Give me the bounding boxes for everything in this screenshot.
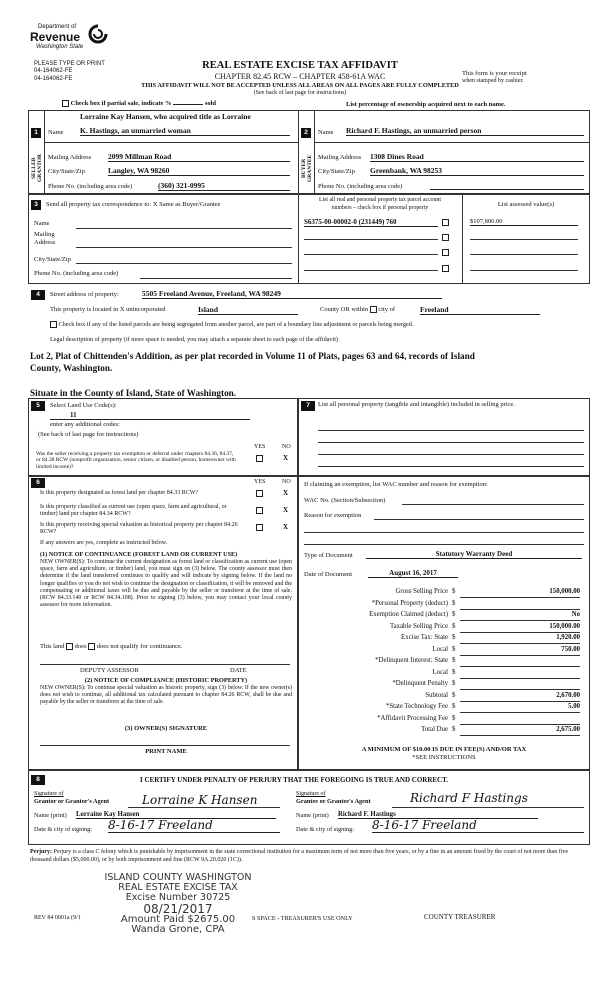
seller-name-line2: K. Hastings, an unmarried woman (80, 126, 290, 136)
fee-value: 2,670.00 (460, 692, 580, 702)
doc-date-label: Date of Document (304, 571, 353, 578)
fee-value: 5.00 (460, 703, 580, 713)
grantee-sig-of: Signature of (296, 791, 326, 797)
sec5-see-back: (See back of last page for instructions) (38, 431, 139, 438)
fee-currency: $ (452, 588, 456, 595)
fee-value (460, 657, 580, 667)
notice-continuance-title: (1) NOTICE OF CONTINUANCE (FOREST LAND OR CURRENT USE) (40, 551, 238, 558)
sec1-city-label: City/State/Zip (48, 168, 85, 175)
fee-value: 750.00 (460, 646, 580, 656)
county-name: Island (198, 305, 298, 315)
sec3-same-as-buyer: X Same as Buyer/Grantee (152, 201, 221, 208)
ownership-note: List percentage of ownership acquired next to each name. (346, 101, 506, 108)
sec2-phone-label: Phone No. (including area code) (318, 183, 403, 190)
see-instructions: *SEE INSTRUCTIONS (412, 754, 476, 761)
logo-state: Washington State (36, 44, 84, 50)
county-treasurer: COUNTY TREASURER (424, 913, 496, 921)
logo-mark-icon (88, 24, 108, 46)
parcel-personal-checkbox-4[interactable] (442, 265, 449, 272)
parcel-personal-checkbox-2[interactable] (442, 234, 449, 241)
grantor-agent-label: Grantor or Grantor's Agent (34, 798, 110, 805)
land-does-not-checkbox[interactable] (88, 643, 95, 650)
grantee-agent-label: Grantee or Grantee's Agent (296, 798, 371, 805)
fee-label: *Personal Property (deduct) (371, 599, 448, 607)
section-7-badge: 7 (301, 401, 315, 411)
sec1-phone-label: Phone No. (including area code) (48, 183, 133, 190)
fee-currency: $ (452, 657, 456, 664)
fee-currency: $ (452, 726, 456, 733)
forest-yes-checkbox[interactable] (256, 490, 263, 497)
fee-label: Local (432, 645, 448, 653)
stamp-signer: Wanda Grone, CPA (131, 924, 225, 935)
treasurer-space: S SPACE - TREASURER'S USE ONLY (252, 915, 353, 922)
street-label: Street address of property: (50, 291, 119, 298)
wac-number-label: WAC No. (Section/Subsection) (304, 497, 386, 504)
fee-row (300, 715, 588, 727)
sec2-city-label: City/State/Zip (318, 168, 355, 175)
logo-revenue: Revenue (30, 30, 81, 44)
notice-continuance-body: NEW OWNER(S): To continue the current designation as forest land or classification as current use (open space, farm and agriculture, or timber) land, you must sign on (3) below. The county assessor must then determine if the land transferred continues to qualify and will indicate by signing below. If the land no longer qualifies or you do not wish to continue the designation or classification, it will be removed and the compensating or additional taxes will be due and payable by the seller or transferor at the time of sale. (RCW 84.33.140 or RCW 84.34.108). Prior to signing (3) below, you may contact your local county assessor for more information. (40, 559, 292, 609)
notice-compliance-title: (2) NOTICE OF COMPLIANCE (HISTORIC PROPERTY) (84, 677, 248, 684)
parcel-number: S6375-00-00002-0 (231449) 760 (304, 218, 438, 227)
fee-value: 150,000.00 (460, 588, 580, 598)
land-does-checkbox[interactable] (66, 643, 73, 650)
fee-row (300, 646, 588, 658)
fee-label: Taxable Selling Price (389, 622, 448, 630)
legal-description-label: Legal description of property (if more space is needed, you may attach a separate sheet to each page of the affidavit) (50, 336, 338, 343)
grantor-date-label: Date & city of signing: (34, 826, 93, 833)
section-7-frame (298, 398, 590, 476)
section-8-badge: 8 (31, 775, 45, 785)
fee-row (300, 623, 588, 635)
sec5-yes: YES (254, 444, 266, 450)
legal-line-1: Lot 2, Plat of Chittenden's Addition, as per plat recorded in Volume 11 of Plats, pages 63 and 64, records of Island (30, 351, 475, 361)
doc-date: August 16, 2017 (368, 569, 458, 578)
doc-type: Statutory Warranty Deed (366, 550, 582, 559)
grantor-signature: Lorraine K Hansen (142, 793, 258, 807)
forest-land-question: Is this property designated as forest land per chapter 84.33 RCW? (40, 490, 199, 496)
segregated-row (50, 321, 570, 328)
section-5-badge: 5 (31, 401, 45, 411)
wac-label: If claiming an exemption, list WAC number and reason for exemption: (304, 481, 488, 488)
fee-row (300, 680, 588, 692)
reason-label: Reason for exemption (304, 512, 362, 519)
receipt-note-1: This form is your receipt (462, 70, 527, 77)
sec6-yes: YES (254, 479, 266, 485)
seller-phone: (360) 321-0995 (158, 181, 290, 191)
see-back-note: (See back of last page for instructions) (253, 90, 347, 96)
historic-yes-checkbox[interactable] (256, 524, 263, 531)
fee-label: Excise Tax: State (401, 634, 448, 641)
logo-dept: Department of (38, 24, 77, 30)
receipt-note-2: when stamped by cashier. (462, 78, 524, 84)
fee-currency: $ (452, 680, 456, 687)
stamp-amount: Amount Paid $2675.00 (120, 914, 236, 925)
partial-sale-label: Check box if partial sale, indicate % (70, 100, 172, 107)
grantor-name-print: Lorraine Kay Hansen (76, 811, 276, 819)
segregated-checkbox[interactable] (50, 321, 57, 328)
fee-currency: $ (452, 691, 456, 699)
sec3-send-label: Send all property tax correspondence to: (46, 201, 152, 208)
fee-currency: $ (452, 611, 456, 618)
land-use-code: 11 (50, 411, 250, 420)
doc-type-label: Type of Document (304, 552, 353, 559)
perjury-notice (30, 849, 590, 864)
sec5-no: NO (282, 444, 291, 450)
qualify-row: This land does does not qualify for continuance. (40, 643, 183, 650)
sec2-name-label: Name (318, 129, 334, 136)
deputy-assessor-label: DEPUTY ASSESSOR (80, 667, 139, 674)
fee-currency: $ (452, 645, 456, 653)
grantee-name-print-label: Name (print) (296, 812, 329, 819)
current-use-no-answer: X (283, 506, 289, 514)
parcel-header-1: List all real and personal property tax parcel account (318, 197, 441, 203)
current-use-yes-checkbox[interactable] (256, 507, 263, 514)
buyer-phone (430, 181, 584, 190)
fee-currency: $ (452, 622, 456, 630)
form-code-2: 04-164062-FE (34, 76, 73, 82)
rev-code: REV 84 0001a (9/1 (34, 915, 81, 921)
buyer-city: Greenbank, WA 98253 (370, 166, 584, 176)
fee-currency: $ (452, 714, 456, 722)
fee-row (300, 692, 588, 704)
parcel-personal-checkbox-3[interactable] (442, 249, 449, 256)
sec3-send-row (46, 201, 221, 208)
sold-label: sold (204, 100, 217, 107)
fee-label: Total Due (421, 726, 448, 733)
assessed-header: List assessed value(s) (497, 201, 555, 208)
buyer-name: Richard F. Hastings, an unmarried person (346, 126, 584, 136)
parcel-header-2: numbers – check box if personal property (331, 205, 429, 211)
owner-signature-label: (3) OWNER(S) SIGNATURE (124, 725, 208, 732)
city-name: Freeland (420, 305, 540, 315)
fee-row (300, 600, 588, 612)
certify-statement: I CERTIFY UNDER PENALTY OF PERJURY THAT THE FOREGOING IS TRUE AND CORRECT. (140, 776, 449, 784)
fee-value: 1,920.00 (460, 634, 580, 644)
fee-row (300, 634, 588, 646)
grantee-signature: Richard F Hastings (410, 791, 528, 805)
fee-currency: $ (452, 634, 456, 641)
grantee-name-print: Richard F. Hastings (338, 811, 538, 819)
stamp-ret: REAL ESTATE EXCISE TAX (118, 882, 238, 893)
historic-question: Is this property receiving special valuation as historical property per chapter 84.26 RCW? (40, 522, 238, 535)
stamp-date: 08/21/2017 (143, 902, 213, 916)
perjury-label: Perjury: (30, 849, 52, 855)
fee-value (460, 669, 580, 679)
section-3-badge: 3 (31, 200, 41, 210)
seller-city: Langley, WA 98260 (108, 166, 290, 176)
seller-grantor-label: SELLER GRANTOR (31, 154, 43, 183)
seller-mailing: 2099 Millman Road (108, 152, 290, 162)
partial-sale-row (62, 100, 216, 107)
sec6-no: NO (282, 479, 291, 485)
fee-currency: $ (452, 599, 456, 607)
section-2-badge: 2 (301, 128, 311, 138)
assessed-value: $107,806.00 (470, 218, 578, 226)
fee-label: Exemption Claimed (deduct) (369, 611, 448, 618)
fee-label: *Affidavit Processing Fee (377, 714, 448, 722)
minimum-fee-note: A MINIMUM OF $10.00 IS DUE IN FEE(S) AND/OR TAX (361, 746, 527, 753)
fee-row (300, 588, 588, 600)
sec1-name-label: Name (48, 129, 64, 136)
sec3-phone-label: Phone No. (including area code) (34, 270, 119, 277)
fee-label: *State Technology Fee (385, 703, 448, 710)
city-of-checkbox[interactable] (370, 306, 377, 313)
sec2-mailing-label: Mailing Address (318, 154, 362, 161)
seller-name-line1: Lorraine Kay Hansen, who acquired title as Lorraine (80, 112, 251, 121)
notice-compliance-body: NEW OWNER(S): To continue special valuation as historic property, sign (3) below. If the new owner(s) does not wish to continue, all additional tax calculated pursuant to chapter 84.26 RCW, shall be due and payable by the seller or transferor at the time of sale. (40, 685, 292, 706)
fee-label: *Delinquent Penalty (392, 680, 448, 687)
sec3-city-label: City/State/Zip (34, 256, 71, 263)
fee-label: Subtotal (425, 691, 448, 699)
legal-line-2: County, Washington. (30, 363, 113, 373)
street-address: 5505 Freeland Avenue, Freeland, WA 98249 (142, 289, 442, 299)
additional-codes-label: enter any additional codes: (50, 421, 120, 428)
buyer-mailing: 1308 Dines Road (370, 152, 584, 162)
print-note: PLEASE TYPE OR PRINT (34, 61, 105, 67)
sec5-no-answer: X (283, 454, 289, 462)
grantor-date-city: 8-16-17 Freeland (108, 818, 280, 833)
section-1-badge: 1 (31, 128, 41, 138)
current-use-question: Is this property classified as current use (open space, farm and agricultural, or timber) land per chapter 84.34 RCW? (40, 504, 227, 517)
land-use-label: Select Land Use Code(s): (50, 402, 117, 409)
sec1-mailing-label: Mailing Address (48, 154, 92, 161)
sec3-address-label: Address (34, 239, 56, 246)
forest-no-answer: X (283, 489, 289, 497)
fee-currency: $ (452, 668, 456, 676)
fee-label: *Delinquent Interest: State (375, 657, 448, 664)
grantee-date-city: 8-16-17 Freeland (372, 818, 584, 833)
fee-row (300, 703, 588, 715)
located-label: This property is located in (50, 306, 119, 313)
sec3-name-label: Name (34, 220, 50, 227)
exemption-question: Was the seller receiving a property tax exemption or deferral under chapters 84.36, 84.37, or 84.38 RCW (nonprofit organization, senior citizen, or disabled person, homeowner with limited income)? (36, 451, 236, 470)
segregated-label: Check box if any of the listed parcels are being segregated from another parcel, are part of a boundary line adjustment or parcels being merged. (58, 321, 414, 328)
fee-value (460, 680, 580, 690)
buyer-grantee-label: BUYER GRANTEE (301, 154, 313, 182)
form-code-1: 04-164062-FE (34, 68, 73, 74)
fee-currency: $ (452, 703, 456, 710)
fee-value: 150,000.00 (460, 623, 580, 633)
if-any-yes: If any answers are yes, complete as instructed below. (40, 540, 168, 546)
unincorporated-label: X unincorporated (119, 306, 166, 313)
historic-no-answer: X (283, 523, 289, 531)
section-4-badge: 4 (31, 290, 45, 300)
personal-property-label: List all personal property (tangible and intangible) included in selling price. (318, 401, 515, 408)
fee-value (460, 600, 580, 610)
perjury-text: Perjury is a class C felony which is punishable by imprisonment in the state correctional institution for a maximum term of not more than five years, or by a fine in an amount fixed by the court of not more than five thousand dollars ($5,000.00), or by both imprisonment and fine (RCW 9A.20.020 (1C)). (30, 849, 569, 863)
dor-logo (30, 24, 110, 60)
grantor-name-print-label: Name (print) (34, 812, 67, 819)
form-title: REAL ESTATE EXCISE TAX AFFIDAVIT (202, 60, 398, 71)
form-warning: THIS AFFIDAVIT WILL NOT BE ACCEPTED UNLESS ALL AREAS ON ALL PAGES ARE FULLY COMPLETED (141, 82, 459, 89)
partial-sale-checkbox[interactable] (62, 100, 69, 107)
fee-row (300, 669, 588, 681)
print-name-label: PRINT NAME (145, 748, 187, 755)
fee-table (300, 588, 588, 738)
fee-row (300, 611, 588, 623)
section-6-badge: 6 (31, 478, 45, 488)
fee-value: No (460, 611, 580, 621)
excise-stamp (88, 873, 268, 935)
fee-row (300, 657, 588, 669)
grantor-sig-of: Signature of (34, 791, 64, 797)
stamp-county: ISLAND COUNTY WASHINGTON (104, 872, 252, 883)
stamp-excise-number: Excise Number 30725 (125, 892, 231, 903)
legal-line-3: Situate in the County of Island, State of Washington. (30, 388, 237, 398)
deputy-date-label: DATE (230, 667, 247, 674)
fee-label: Gross Selling Price (395, 588, 448, 595)
fee-value (460, 715, 580, 725)
form-chapter: CHAPTER 82.45 RCW – CHAPTER 458-61A WAC (214, 72, 386, 81)
sec3-mailing-label: Mailing (34, 231, 55, 238)
located-row (50, 306, 166, 313)
parcel-personal-checkbox-1[interactable] (442, 219, 449, 226)
sec5-yes-checkbox[interactable] (256, 455, 263, 462)
grantee-date-label: Date & city of signing: (296, 826, 355, 833)
county-or-within: County OR within city of (320, 306, 396, 313)
fee-row (300, 726, 588, 738)
fee-value: 2,675.00 (460, 726, 580, 736)
fee-label: Local (432, 668, 448, 676)
